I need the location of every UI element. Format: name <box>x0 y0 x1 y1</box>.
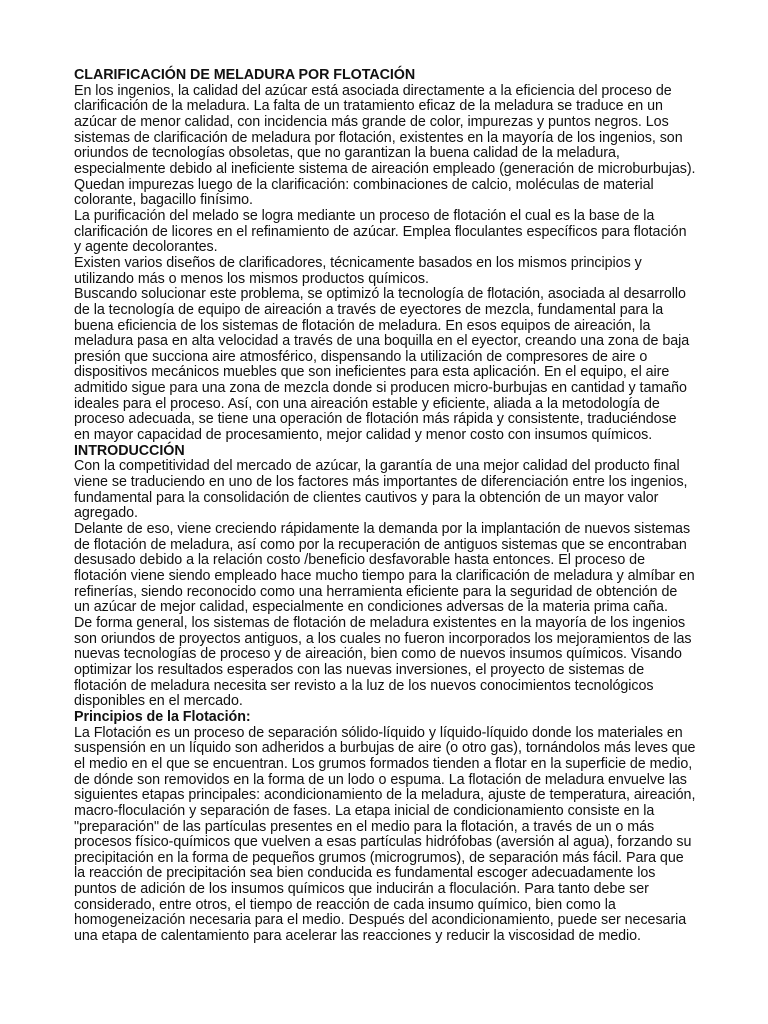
intro-paragraph: Buscando solucionar este problema, se optimizó la tecnología de flotación, asociada al desarrollo de la tecnología de equipo de aireación a través de eyectores de mezcla, fundamental para la buena eficiencia de los sistemas de flotación de meladura. En esos equipos de aireación, la meladura pasa en alta velocidad a través de una boquilla en el eyector, creando una zona de baja presión que succiona aire atmosférico, dispensando la utilización de compresores de aire o dispositivos mecánicos muebles que son ineficientes para esta aplicación. En el equipo, el aire admitido sigue para una zona de mezcla donde si producen micro-burbujas en cantidad y tamaño ideales para el proceso. Así, con una aireación estable y eficiente, aliada a la metodología de proceso adecuada, se tiene una operación de flotación más rápida y consistente, traduciéndose en mayor capacidad de procesamiento, mejor calidad y menor costo con insumos químicos. <box>74 286 690 444</box>
document-title: CLARIFICACIÓN DE MELADURA POR FLOTACIÓN <box>74 67 416 83</box>
intro-paragraph: En los ingenios, la calidad del azúcar está asociada directamente a la eficiencia del proceso de clarificación de la meladura. La falta de un tratamiento eficaz de la meladura se traduce en un azúcar de menor calidad, con incidencia más grande de color, impurezas y puntos negros. Los sistemas de clarificación de meladura por flotación, existentes en la mayoría de los ingenios, son oriundos de tecnologías obsoletas, que no garantizan la buena calidad de la meladura, especialmente debido al ineficiente sistema de aireación empleado (generación de microburbujas). <box>74 82 696 177</box>
section-heading-principios: Principios de la Flotación: <box>74 708 251 725</box>
document-page <box>74 68 714 945</box>
intro-paragraph: Quedan impurezas luego de la clarificación: combinaciones de calcio, moléculas de material colorante, bagacillo finísimo. <box>74 176 654 209</box>
section-heading-introduccion: INTRODUCCIÓN <box>74 442 185 459</box>
introduccion-paragraph: Con la competitividad del mercado de azúcar, la garantía de una mejor calidad del producto final viene se traduciendo en uno de los factores más importantes de diferenciación entre los ingenios, fundamental para la consolidación de clientes cautivos y para la obtención de un mayor valor agregado. <box>74 458 688 522</box>
intro-paragraph: Existen varios diseños de clarificadores, técnicamente basados en los mismos principios y utilizando más o menos los mismos productos químicos. <box>74 254 642 287</box>
introduccion-paragraph: Delante de eso, viene creciendo rápidamente la demanda por la implantación de nuevos sistemas de flotación de meladura, así como por la recuperación de antiguos sistemas que se encontraban desusado debido a la relación costo /beneficio desfavorable hasta entonces. El proceso de flotación viene siendo empleado hace mucho tiempo para la clarificación de meladura y almíbar en refinerías, siendo reconocido como una herramienta eficiente para la seguridad de obtención de un azúcar de mejor calidad, especialmente en condiciones adversas de la materia prima caña. <box>74 521 695 616</box>
introduccion-paragraph: De forma general, los sistemas de flotación de meladura existentes en la mayoría de los ingenios son oriundos de proyectos antiguos, a los cuales no fueron incorporados los mejoramientos de las nuevas tecnologías de proceso y de aireación, bien como de nuevos insumos químicos. Visando optimizar los resultados esperados con las nuevas inversiones, el proyecto de sistemas de flotación de meladura necesita ser revisto a la luz de los nuevos conocimientos tecnológicos disponibles en el mercado. <box>74 614 692 710</box>
principios-paragraph: La Flotación es un proceso de separación sólido-líquido y líquido-líquido donde los materiales en suspensión en un líquido son adheridos a burbujas de aire (o otro gas), tornándolos más leves que el medio en el que se encuentran. Los grumos formados tienden a flotar en la superficie de medio, de dónde son removidos en la forma de un lodo o espuma. La flotación de meladura envuelve las siguientes etapas principales: acondicionamiento de la meladura, ajuste de temperatura, aireación, macro-floculación y separación de fases. La etapa inicial de condicionamiento consiste en la "preparación" de las partículas presentes en el medio para la flotación, a través de un o más procesos físico-químicos que vuelven a esas partículas hidrófobas (aversión al agua), forzando su precipitación en la forma de pequeños grumos (microgrumos), de separación más fácil. Para que la reacción de precipitación sea bien conducida es fundamental escoger adecuadamente los puntos de adición de los insumos químicos que inducirán a floculación. Para tanto debe ser considerado, entre otros, el tiempo de reacción de cada insumo químico, bien como la homogeneización necesaria para el medio. Después del acondicionamiento, puede ser necesaria una etapa de calentamiento para acelerar las reacciones y reducir la viscosidad de medio. <box>74 724 696 945</box>
intro-paragraph: La purificación del melado se logra mediante un proceso de flotación el cual es la base de la clarificación de licores en el refinamiento de azúcar. Emplea floculantes específicos para flotación y agente decolorantes. <box>74 207 687 256</box>
